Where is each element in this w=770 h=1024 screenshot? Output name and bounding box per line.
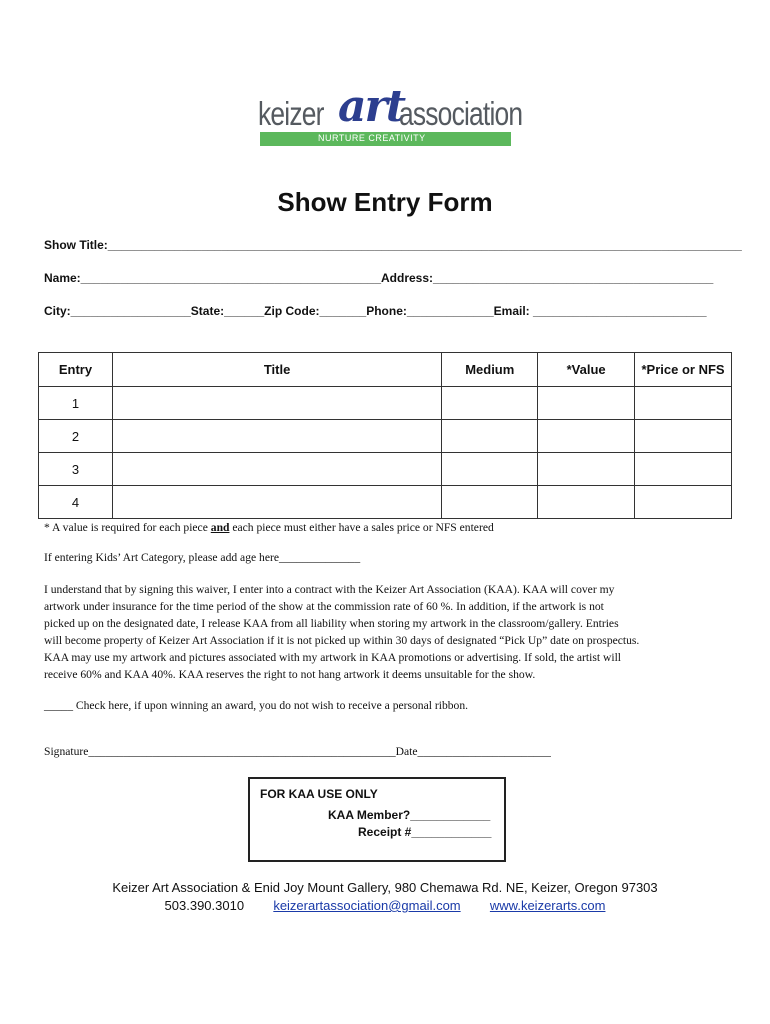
table-row	[39, 486, 732, 519]
footer-address: Keizer Art Association & Enid Joy Mount Gallery, 980 Chemawa Rd. NE, Keizer, Oregon 97303	[112, 880, 658, 895]
header-entry: Entry	[39, 353, 113, 387]
logo-tagline-bar	[260, 132, 511, 146]
name-address-fields[interactable]: Name:_____________________________________________Address:__________________________________________	[44, 271, 714, 285]
entry-number: 1	[39, 387, 113, 420]
entry-number: 3	[39, 453, 113, 486]
medium-cell[interactable]	[442, 453, 538, 486]
header-title: Title	[112, 353, 441, 387]
receipt-field: Receipt #____________	[358, 825, 492, 839]
waiver-line: I understand that by signing this waiver, I enter into a contract with the Keizer Art Association (KAA). KAA will cover my	[44, 583, 615, 596]
page-title: Show Entry Form	[277, 187, 493, 217]
logo-tagline: NURTURE CREATIVITY	[318, 133, 426, 143]
footer-email-link[interactable]: keizerartassociation@gmail.com	[273, 898, 461, 913]
waiver-paragraph	[44, 581, 734, 683]
title-cell[interactable]	[112, 486, 441, 519]
value-note	[44, 519, 734, 536]
city-state-zip-phone-email-fields[interactable]: City:__________________State:______Zip Code:_______Phone:_____________Email: __________________________	[44, 304, 707, 318]
kaa-member-field: KAA Member?____________	[328, 808, 491, 822]
logo-word-art: art	[338, 81, 405, 132]
table-header-row	[39, 353, 732, 387]
price-cell[interactable]	[635, 420, 732, 453]
price-cell[interactable]	[635, 453, 732, 486]
entry-number: 2	[39, 420, 113, 453]
value-cell[interactable]	[538, 486, 635, 519]
kaa-use-box	[248, 777, 506, 862]
table-row	[39, 453, 732, 486]
footer-website-link[interactable]: www.keizerarts.com	[489, 898, 606, 913]
logo-word-keizer: keizer	[258, 95, 324, 132]
value-note-pre: * A value is required for each piece	[44, 521, 211, 534]
price-cell[interactable]	[635, 486, 732, 519]
header-medium: Medium	[442, 353, 538, 387]
header-value: *Value	[538, 353, 635, 387]
kaa-use-heading: FOR KAA USE ONLY	[260, 787, 378, 801]
medium-cell[interactable]	[442, 420, 538, 453]
value-cell[interactable]	[538, 387, 635, 420]
waiver-line: picked up on the designated date, I release KAA from all liability when storing my artwork in the classroom/gallery. Entries	[44, 617, 619, 630]
value-cell[interactable]	[538, 453, 635, 486]
waiver-line: artwork under insurance for the time period of the show at the commission rate of 60 %. In addition, if the artwork is not	[44, 600, 604, 613]
medium-cell[interactable]	[442, 387, 538, 420]
title-cell[interactable]	[112, 453, 441, 486]
waiver-line: will become property of Keizer Art Association if it is not picked up within 30 days of designated “Pick Up” date on prospectus.	[44, 634, 640, 647]
medium-cell[interactable]	[442, 486, 538, 519]
value-note-post: each piece must either have a sales price or NFS entered	[229, 521, 494, 534]
waiver-line: KAA may use my artwork and pictures associated with my artwork in KAA promotions or advertising. If sold, the artist will	[44, 651, 622, 664]
signature-date-line[interactable]: Signature_____________________________________________________Date_______________________	[44, 745, 551, 758]
price-cell[interactable]	[635, 387, 732, 420]
entry-table	[38, 352, 732, 519]
waiver-line: receive 60% and KAA 40%. KAA reserves the right to not hang artwork it deems unsuitable for the show.	[44, 668, 536, 681]
kaa-logo	[258, 81, 523, 149]
footer-contacts	[0, 898, 770, 913]
value-note-and: and	[210, 521, 230, 534]
entry-number: 4	[39, 486, 113, 519]
header-price-or-nfs: *Price or NFS	[635, 353, 732, 387]
show-title-field[interactable]: Show Title:_______________________________________________________________________________________________	[44, 238, 742, 252]
footer-phone: 503.390.3010	[164, 898, 245, 913]
ribbon-checkbox-line[interactable]: _____ Check here, if upon winning an award, you do not wish to receive a personal ribbon.	[44, 699, 469, 712]
table-row	[39, 387, 732, 420]
logo-word-association: association	[399, 95, 523, 132]
kids-age-field[interactable]: If entering Kids’ Art Category, please add age here______________	[44, 551, 361, 564]
title-cell[interactable]	[112, 387, 441, 420]
value-cell[interactable]	[538, 420, 635, 453]
table-row	[39, 420, 732, 453]
title-cell[interactable]	[112, 420, 441, 453]
